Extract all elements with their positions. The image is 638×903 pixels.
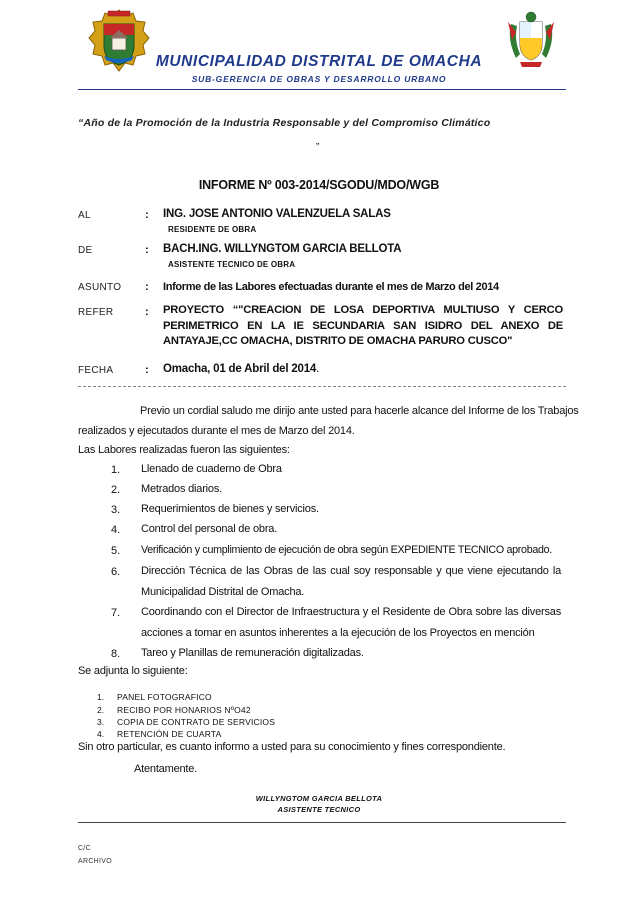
closing-sentence: Sin otro particular, es cuanto informo a usted para su conocimiento y fines correspondiente. xyxy=(78,741,506,753)
labor-item-number: 6. xyxy=(111,566,121,578)
labor-item-text: Dirección Técnica de las Obras de las cual soy responsable y que viene ejecutando la Municipalidad Distrital de Omacha. xyxy=(141,565,561,598)
field-value-fecha-suffix: . xyxy=(316,363,320,375)
labor-item-text: Tareo y Planillas de remuneración digitalizadas. xyxy=(141,647,364,659)
intro-paragraph-line1: Previo un cordial saludo me dirijo ante usted para hacerle alcance del Informe de los Trabajos xyxy=(140,405,579,417)
labor-item-number: 4. xyxy=(111,524,121,536)
field-fecha-wrapper xyxy=(163,363,319,375)
field-label-asunto: ASUNTO xyxy=(78,282,122,293)
labores-heading: Las Labores realizadas fueron las siguientes: xyxy=(78,444,290,456)
labor-item-text: Control del personal de obra. xyxy=(141,523,278,535)
labor-item-number: 1. xyxy=(111,464,121,476)
field-label-de: DE xyxy=(78,245,93,256)
labor-item-text: Metrados diarios. xyxy=(141,483,222,495)
field-label-al: AL xyxy=(78,210,91,221)
adjunto-item-text: RETENCIÓN DE CUARTA xyxy=(117,729,222,739)
adjunto-item-number: 3. xyxy=(97,717,105,727)
header-divider xyxy=(78,89,566,90)
field-value-al: ING. JOSE ANTONIO VALENZUELA SALAS xyxy=(163,208,391,220)
labor-item-number: 7. xyxy=(111,607,121,619)
field-sub-de: ASISTENTE TECNICO DE OBRA xyxy=(168,260,296,269)
year-motto-closing-quote: ” xyxy=(316,142,320,153)
adjunto-item-number: 1. xyxy=(97,692,105,702)
labor-item-text: Requerimientos de bienes y servicios. xyxy=(141,503,319,515)
field-value-de: BACH.ING. WILLYNGTOM GARCIA BELLOTA xyxy=(163,243,402,255)
adjunto-item-text: PANEL FOTOGRAFICO xyxy=(117,692,212,702)
field-colon-asunto: : xyxy=(145,281,149,293)
field-colon-fecha: : xyxy=(145,364,149,376)
labor-item-number: 5. xyxy=(111,545,121,557)
field-colon-al: : xyxy=(145,209,149,221)
field-value-fecha: Omacha, 01 de Abril del 2014 xyxy=(163,363,317,375)
labor-item-number: 8. xyxy=(111,648,121,660)
intro-paragraph-line2: realizados y ejecutados durante el mes de Marzo del 2014. xyxy=(78,425,355,437)
field-label-fecha: FECHA xyxy=(78,365,114,376)
adjunto-item-number: 4. xyxy=(97,729,105,739)
footer-archivo: ARCHIVO xyxy=(78,858,112,865)
labor-item-text: Llenado de cuaderno de Obra xyxy=(141,463,282,475)
institution-subtitle: SUB-GERENCIA DE OBRAS Y DESARROLLO URBANO xyxy=(191,74,447,84)
field-value-asunto: Informe de las Labores efectuadas durante el mes de Marzo del 2014 xyxy=(163,281,499,293)
labor-item-text: Verificación y cumplimiento de ejecución de obra según EXPEDIENTE TECNICO aprobado. xyxy=(141,544,552,556)
signature-role: ASISTENTE TECNICO xyxy=(277,805,361,814)
labor-item-number: 3. xyxy=(111,504,121,516)
signature-name: WILLYNGTOM GARCIA BELLOTA xyxy=(255,794,383,803)
institution-title: MUNICIPALIDAD DISTRITAL DE OMACHA xyxy=(155,53,483,70)
field-sub-al: RESIDENTE DE OBRA xyxy=(168,225,257,234)
field-label-refer: REFER xyxy=(78,307,114,318)
field-colon-de: : xyxy=(145,244,149,256)
labor-item-number: 2. xyxy=(111,484,121,496)
adjuntos-heading: Se adjunta lo siguiente: xyxy=(78,665,188,677)
field-colon-refer: : xyxy=(145,306,149,318)
adjunto-item-number: 2. xyxy=(97,705,105,715)
labor-item-text: Coordinando con el Director de Infraestructura y el Residente de Obra sobre las diversas acciones a tomar en asuntos inherentes a la ejecución de los Proyectos en mención xyxy=(141,606,561,639)
adjunto-item-text: COPIA DE CONTRATO DE SERVICIOS xyxy=(117,717,276,727)
footer-divider xyxy=(78,822,566,823)
fields-divider xyxy=(78,386,566,387)
year-motto: “Año de la Promoción de la Industria Responsable y del Compromiso Climático xyxy=(78,117,491,129)
report-title: INFORME Nº 003-2014/SGODU/MDO/WGB xyxy=(198,178,440,192)
adjunto-item-text: RECIBO POR HONARIOS NºO42 xyxy=(117,705,251,715)
field-value-refer: PROYECTO “"CREACION DE LOSA DEPORTIVA MULTIUSO Y CERCO PERIMETRICO EN LA IE SECUNDARIA SAN ISIDRO DEL ANEXO DE ANTAYAJE,CC OMACHA, DISTRITO DE OMACHA PARURO CUSCO" xyxy=(163,304,563,347)
footer-cc: C/C xyxy=(78,845,91,852)
closing-atentamente: Atentamente. xyxy=(134,763,198,775)
